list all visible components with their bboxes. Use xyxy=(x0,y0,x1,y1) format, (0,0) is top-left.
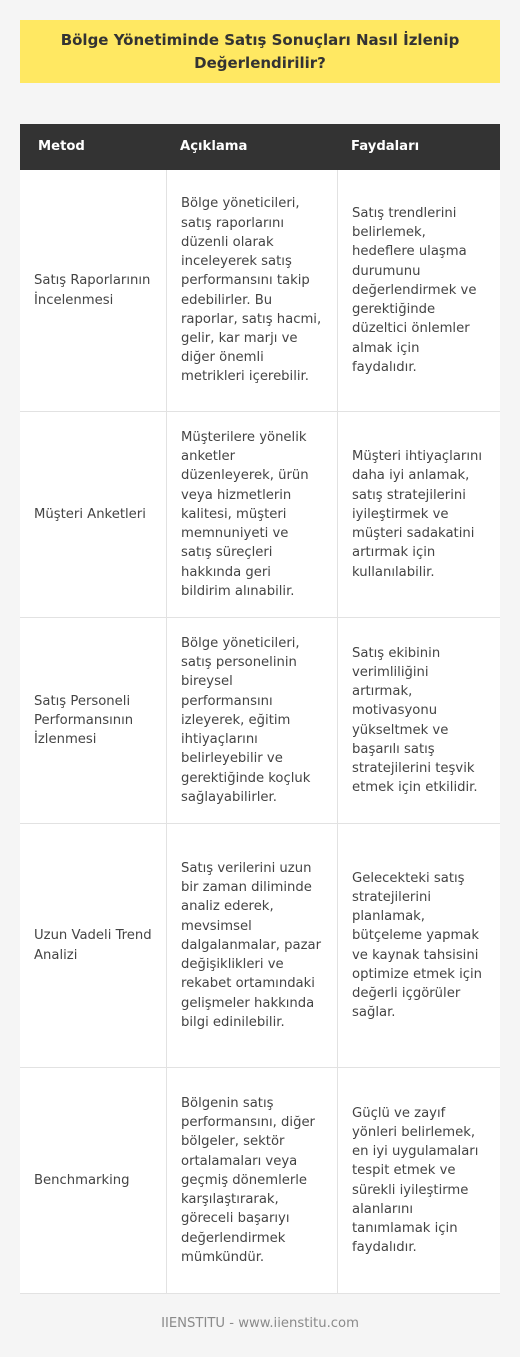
description-cell: Satış verilerini uzun bir zaman diliminde analiz ederek, mevsimsel dalgalanmalar, pazar değişiklikleri ve rekabet ortamındaki gelişmeler hakkında bilgi edinilebilir. xyxy=(166,824,337,1067)
methods-table xyxy=(20,124,500,1294)
benefits-cell: Müşteri ihtiyaçlarını daha iyi anlamak, satış stratejilerini iyileştirmek ve müşteri sadakatini artırmak için kullanılabilir. xyxy=(337,412,500,617)
page-title: Bölge Yönetiminde Satış Sonuçları Nasıl İzlenip Değerlendirilir? xyxy=(60,30,460,72)
method-cell: Benchmarking xyxy=(34,1172,130,1188)
description-cell: Müşterilere yönelik anketler düzenleyerek, ürün veya hizmetlerin kalitesi, müşteri memnuniyeti ve satış süreçleri hakkında geri bildirim alınabilir. xyxy=(166,412,337,617)
table-header-row xyxy=(20,124,500,170)
benefits-cell: Satış trendlerini belirlemek, hedeflere ulaşma durumunu değerlendirmek ve gerektiğinde düzeltici önlemler almak için faydalıdır. xyxy=(337,170,500,411)
benefits-cell: Gelecekteki satış stratejilerini planlamak, bütçeleme yapmak ve kaynak tahsisini optimize etmek için değerli içgörüler sağlar. xyxy=(337,824,500,1067)
description-cell: Bölge yöneticileri, satış personelinin bireysel performansını izleyerek, eğitim ihtiyaçlarını belirleyebilir ve gerektiğinde koçluk sağlayabilirler. xyxy=(166,618,337,823)
table-row xyxy=(20,618,500,824)
method-cell: Satış Personeli Performansının İzlenmesi xyxy=(34,693,134,748)
description-cell: Bölge yöneticileri, satış raporlarını düzenli olarak inceleyerek satış performansını takip edebilirler. Bu raporlar, satış hacmi, gelir, kar marjı ve diğer önemli metrikleri içerebilir. xyxy=(166,170,337,411)
header-description: Açıklama xyxy=(180,139,248,155)
title-banner xyxy=(20,20,500,83)
header-method: Metod xyxy=(38,139,85,155)
table-row xyxy=(20,412,500,618)
header-benefits: Faydaları xyxy=(351,139,420,155)
method-cell: Müşteri Anketleri xyxy=(34,506,146,522)
table-row xyxy=(20,824,500,1068)
description-cell: Bölgenin satış performansını, diğer bölgeler, sektör ortalamaları veya geçmiş dönemlerle karşılaştırarak, göreceli başarıyı değerlendirmek mümkündür. xyxy=(166,1068,337,1293)
method-cell: Uzun Vadeli Trend Analizi xyxy=(34,928,152,963)
table-row xyxy=(20,1068,500,1294)
footer-credit: IIENSTITU - www.iienstitu.com xyxy=(161,1316,359,1331)
benefits-cell: Güçlü ve zayıf yönleri belirlemek, en iyi uygulamaları tespit etmek ve sürekli iyileştirme alanlarını tanımlamak için faydalıdır. xyxy=(337,1068,500,1293)
benefits-cell: Satış ekibinin verimliliğini artırmak, motivasyonu yükseltmek ve başarılı satış stratejilerini teşvik etmek için etkilidir. xyxy=(337,618,500,823)
table-row xyxy=(20,170,500,412)
method-cell: Satış Raporlarının İncelenmesi xyxy=(34,273,151,308)
